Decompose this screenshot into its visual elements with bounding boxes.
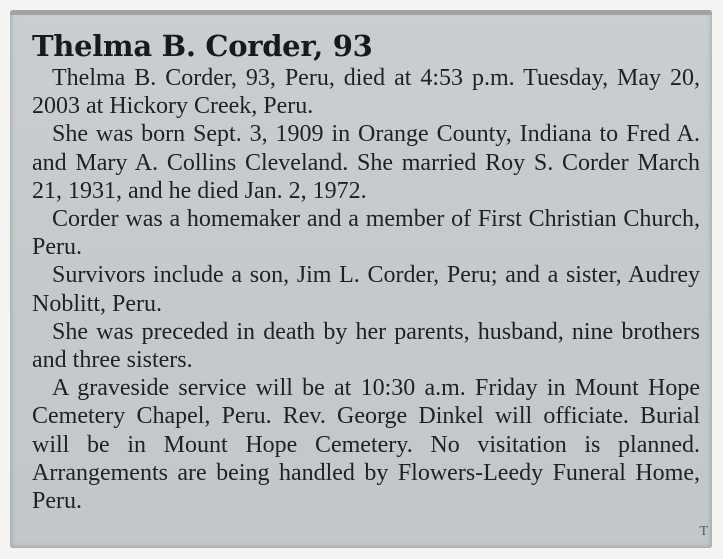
obituary-headline: Thelma B. Corder, 93 — [32, 29, 373, 63]
paragraph-death-notice: Thelma B. Corder, 93, Peru, died at 4:53 p.m. Tuesday, May 20, 2003 at Hickory Creek, Peru. — [32, 65, 700, 120]
newspaper-clipping — [10, 10, 712, 548]
paragraph-occupation: Corder was a homemaker and a member of First Christian Church, Peru. — [32, 206, 700, 261]
edge-mark: T — [699, 524, 708, 539]
paragraph-birth-marriage: She was born Sept. 3, 1909 in Orange County, Indiana to Fred A. and Mary A. Collins Cleveland. She married Roy S. Corder March 21, 1931, and he died Jan. 2, 1972. — [32, 121, 700, 204]
paragraph-preceded: She was preceded in death by her parents, husband, nine brothers and three sisters. — [32, 318, 700, 374]
clipping-edge — [10, 10, 712, 15]
paragraph-survivors: Survivors include a son, Jim L. Corder, Peru; and a sister, Audrey Noblitt, Peru. — [32, 262, 700, 317]
obituary-article — [32, 28, 700, 515]
paragraph-service: A graveside service will be at 10:30 a.m. Friday in Mount Hope Cemetery Chapel, Peru. Rev. George Dinkel will officiate. Burial will be in Mount Hope Cemetery. No visitation is planned. Arrangements are being handled by Flowers-Leedy Funeral Home, Peru. — [32, 375, 700, 515]
